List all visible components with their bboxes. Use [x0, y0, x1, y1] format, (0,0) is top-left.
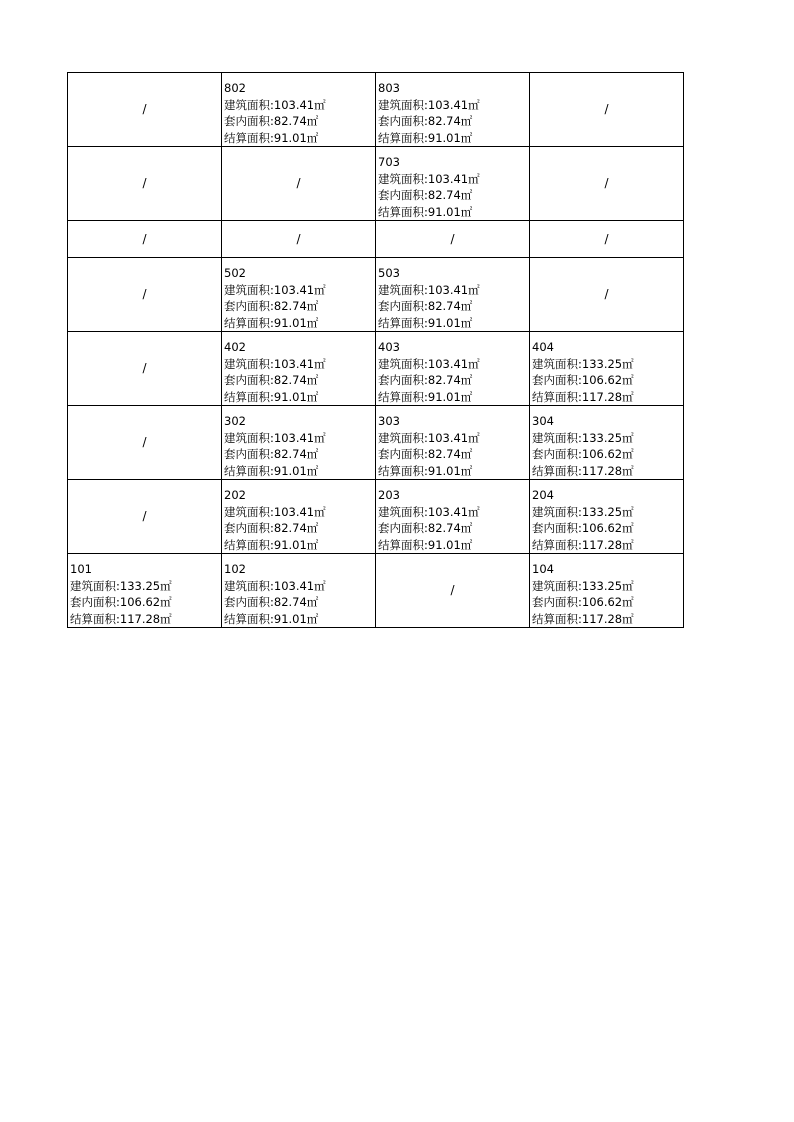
settlement-area: 结算面积:91.01㎡	[378, 130, 473, 145]
table-row	[68, 406, 684, 480]
settlement-area: 结算面积:91.01㎡	[224, 130, 319, 145]
inner-area: 套内面积:106.62㎡	[532, 447, 634, 461]
settlement-area: 结算面积:91.01㎡	[378, 315, 473, 330]
table-cell-empty	[222, 147, 376, 221]
inner-area: 套内面积:82.74㎡	[378, 299, 473, 313]
inner-area: 套内面积:82.74㎡	[224, 114, 319, 128]
settlement-area: 结算面积:117.28㎡	[532, 389, 634, 404]
table-cell-empty	[376, 221, 530, 258]
settlement-area: 结算面积:91.01㎡	[224, 537, 319, 552]
unit-number: 202	[224, 488, 246, 502]
building-area: 建筑面积:103.41㎡	[378, 430, 480, 445]
unit-number: 502	[224, 266, 246, 280]
table-cell-unit	[222, 73, 376, 147]
table-cell-unit	[376, 406, 530, 480]
inner-area: 套内面积:82.74㎡	[224, 595, 319, 609]
empty-mark: /	[450, 583, 455, 598]
table-row	[68, 332, 684, 406]
empty-mark: /	[604, 231, 609, 246]
inner-area: 套内面积:106.62㎡	[70, 595, 172, 609]
inner-area: 套内面积:82.74㎡	[224, 447, 319, 461]
table-cell-unit	[530, 554, 684, 628]
unit-number: 802	[224, 81, 246, 95]
inner-area: 套内面积:82.74㎡	[224, 299, 319, 313]
inner-area: 套内面积:106.62㎡	[532, 595, 634, 609]
building-area: 建筑面积:103.41㎡	[224, 578, 326, 593]
table-cell-empty	[530, 73, 684, 147]
settlement-area: 结算面积:91.01㎡	[378, 204, 473, 219]
table-cell-unit	[376, 480, 530, 554]
empty-mark: /	[604, 102, 609, 117]
table-cell-unit	[222, 480, 376, 554]
table-row	[68, 147, 684, 221]
building-area: 建筑面积:103.41㎡	[224, 430, 326, 445]
table-cell-unit	[530, 332, 684, 406]
table-cell-empty	[68, 406, 222, 480]
settlement-area: 结算面积:117.28㎡	[70, 611, 172, 626]
table-cell-unit	[222, 406, 376, 480]
inner-area: 套内面积:82.74㎡	[378, 447, 473, 461]
table-cell-unit	[222, 258, 376, 332]
unit-number: 404	[532, 340, 554, 354]
empty-mark: /	[604, 176, 609, 191]
empty-mark: /	[142, 287, 147, 302]
inner-area: 套内面积:82.74㎡	[224, 373, 319, 387]
empty-mark: /	[296, 231, 301, 246]
settlement-area: 结算面积:91.01㎡	[378, 463, 473, 478]
unit-number: 204	[532, 488, 554, 502]
table-cell-unit	[68, 554, 222, 628]
building-area: 建筑面积:133.25㎡	[532, 578, 634, 593]
empty-mark: /	[142, 435, 147, 450]
settlement-area: 结算面积:91.01㎡	[224, 463, 319, 478]
settlement-area: 结算面积:91.01㎡	[378, 389, 473, 404]
table-cell-unit	[530, 480, 684, 554]
table-row	[68, 221, 684, 258]
unit-number: 403	[378, 340, 400, 354]
unit-number: 102	[224, 562, 246, 576]
table-cell-empty	[68, 73, 222, 147]
building-area: 建筑面积:133.25㎡	[532, 504, 634, 519]
table-cell-unit	[376, 147, 530, 221]
settlement-area: 结算面积:117.28㎡	[532, 611, 634, 626]
empty-mark: /	[604, 287, 609, 302]
building-area: 建筑面积:133.25㎡	[532, 356, 634, 371]
unit-number: 203	[378, 488, 400, 502]
unit-number: 803	[378, 81, 400, 95]
table-cell-unit	[376, 258, 530, 332]
table-cell-unit	[222, 332, 376, 406]
table-cell-empty	[530, 221, 684, 258]
settlement-area: 结算面积:91.01㎡	[224, 389, 319, 404]
table-cell-empty	[530, 258, 684, 332]
table-row	[68, 554, 684, 628]
settlement-area: 结算面积:117.28㎡	[532, 463, 634, 478]
inner-area: 套内面积:82.74㎡	[378, 373, 473, 387]
table-cell-empty	[68, 258, 222, 332]
unit-number: 402	[224, 340, 246, 354]
table-row	[68, 73, 684, 147]
inner-area: 套内面积:106.62㎡	[532, 373, 634, 387]
table-cell-empty	[68, 480, 222, 554]
building-area: 建筑面积:103.41㎡	[224, 282, 326, 297]
empty-mark: /	[142, 361, 147, 376]
table-cell-empty	[376, 554, 530, 628]
table-cell-unit	[222, 554, 376, 628]
building-area: 建筑面积:133.25㎡	[532, 430, 634, 445]
inner-area: 套内面积:82.74㎡	[378, 188, 473, 202]
settlement-area: 结算面积:117.28㎡	[532, 537, 634, 552]
unit-area-table	[67, 72, 684, 628]
table-cell-empty	[530, 147, 684, 221]
empty-mark: /	[142, 176, 147, 191]
unit-number: 104	[532, 562, 554, 576]
building-area: 建筑面积:103.41㎡	[224, 97, 326, 112]
settlement-area: 结算面积:91.01㎡	[378, 537, 473, 552]
settlement-area: 结算面积:91.01㎡	[224, 611, 319, 626]
inner-area: 套内面积:82.74㎡	[224, 521, 319, 535]
unit-number: 303	[378, 414, 400, 428]
inner-area: 套内面积:82.74㎡	[378, 521, 473, 535]
unit-area-table-body	[68, 73, 684, 628]
table-cell-unit	[530, 406, 684, 480]
empty-mark: /	[296, 176, 301, 191]
table-cell-unit	[376, 332, 530, 406]
building-area: 建筑面积:103.41㎡	[378, 282, 480, 297]
building-area: 建筑面积:103.41㎡	[378, 97, 480, 112]
table-cell-empty	[222, 221, 376, 258]
table-cell-empty	[68, 221, 222, 258]
empty-mark: /	[142, 509, 147, 524]
empty-mark: /	[142, 102, 147, 117]
table-cell-empty	[68, 147, 222, 221]
unit-number: 304	[532, 414, 554, 428]
empty-mark: /	[142, 231, 147, 246]
unit-number: 302	[224, 414, 246, 428]
table-cell-unit	[376, 73, 530, 147]
inner-area: 套内面积:82.74㎡	[378, 114, 473, 128]
settlement-area: 结算面积:91.01㎡	[224, 315, 319, 330]
unit-number: 503	[378, 266, 400, 280]
empty-mark: /	[450, 231, 455, 246]
unit-number: 703	[378, 155, 400, 169]
building-area: 建筑面积:103.41㎡	[224, 356, 326, 371]
table-row	[68, 480, 684, 554]
building-area: 建筑面积:133.25㎡	[70, 578, 172, 593]
building-area: 建筑面积:103.41㎡	[224, 504, 326, 519]
table-row	[68, 258, 684, 332]
table-cell-empty	[68, 332, 222, 406]
building-area: 建筑面积:103.41㎡	[378, 504, 480, 519]
unit-number: 101	[70, 562, 92, 576]
building-area: 建筑面积:103.41㎡	[378, 356, 480, 371]
building-area: 建筑面积:103.41㎡	[378, 171, 480, 186]
inner-area: 套内面积:106.62㎡	[532, 521, 634, 535]
